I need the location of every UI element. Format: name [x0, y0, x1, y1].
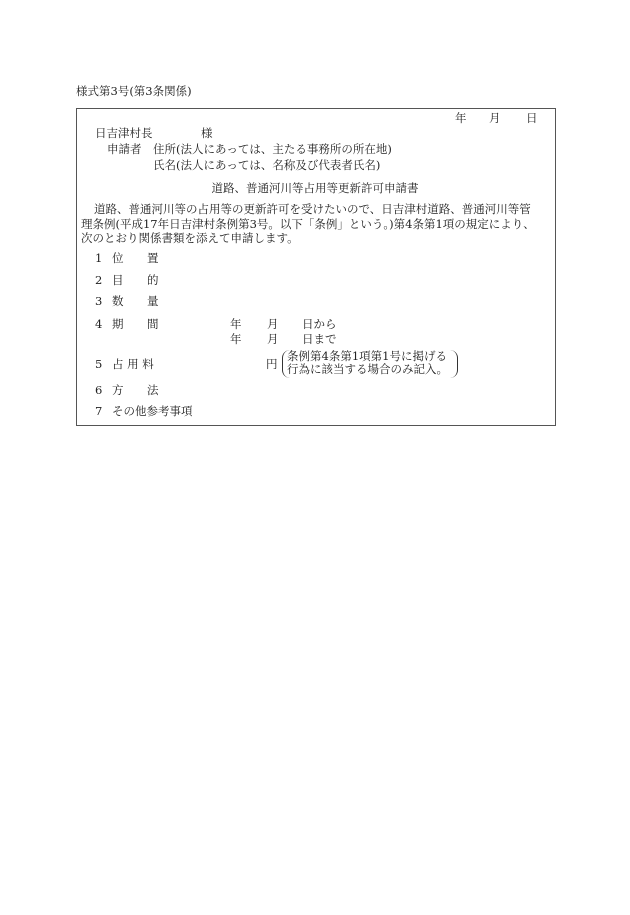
- item-label: 法: [147, 383, 159, 397]
- fee-note-line: 行為に該当する場合のみ記入。: [287, 362, 448, 376]
- item-number: 6: [95, 383, 103, 397]
- period-to-month: 月: [267, 332, 279, 346]
- date-year: 年: [455, 111, 467, 125]
- item-label: その他参考事項: [112, 404, 193, 418]
- item-label: 期: [112, 317, 124, 331]
- item-label: 置: [147, 251, 159, 265]
- period-to-day: 日まで: [302, 332, 337, 346]
- item-number: 7: [95, 404, 103, 418]
- fee-unit: 円: [266, 357, 278, 371]
- item-number: 2: [95, 273, 103, 287]
- period-to-year: 年: [230, 332, 242, 346]
- item-label: 数: [112, 294, 124, 308]
- item-label: 目: [112, 273, 124, 287]
- item-number: 5: [95, 357, 103, 371]
- form-number: 様式第3号(第3条関係): [76, 84, 192, 98]
- item-number: 1: [95, 251, 103, 265]
- applicant-label: 申請者: [107, 142, 142, 156]
- item-label: 的: [147, 273, 159, 287]
- body-line: 理条例(平成17年日吉津村条例第3号。以下「条例」という。)第4条第1項の規定により、: [81, 217, 535, 231]
- body-line: 次のとおり関係書類を添えて申請します。: [81, 231, 299, 245]
- item-number: 3: [95, 294, 103, 308]
- addressee-honorific: 様: [201, 126, 213, 140]
- applicant-name: 氏名(法人にあっては、名称及び代表者氏名): [153, 158, 381, 172]
- item-label: 占 用 料: [112, 357, 154, 371]
- item-number: 4: [95, 317, 103, 331]
- item-label: 間: [147, 317, 159, 331]
- item-label: 位: [112, 251, 124, 265]
- period-from-year: 年: [230, 317, 242, 331]
- item-label: 方: [112, 383, 124, 397]
- body-line: 道路、普通河川等の占用等の更新許可を受けたいので、日吉津村道路、普通河川等管: [94, 202, 531, 216]
- date-day: 日: [526, 111, 538, 125]
- document-title: 道路、普通河川等占用等更新許可申請書: [211, 181, 419, 195]
- date-month: 月: [489, 111, 501, 125]
- fee-note-line: 条例第4条第1項第1号に掲げる: [287, 349, 447, 363]
- period-from-month: 月: [267, 317, 279, 331]
- applicant-address: 住所(法人にあっては、主たる事務所の所在地): [153, 142, 392, 156]
- item-label: 量: [147, 294, 159, 308]
- addressee-name: 日吉津村長: [95, 126, 153, 140]
- period-from-day: 日から: [302, 317, 337, 331]
